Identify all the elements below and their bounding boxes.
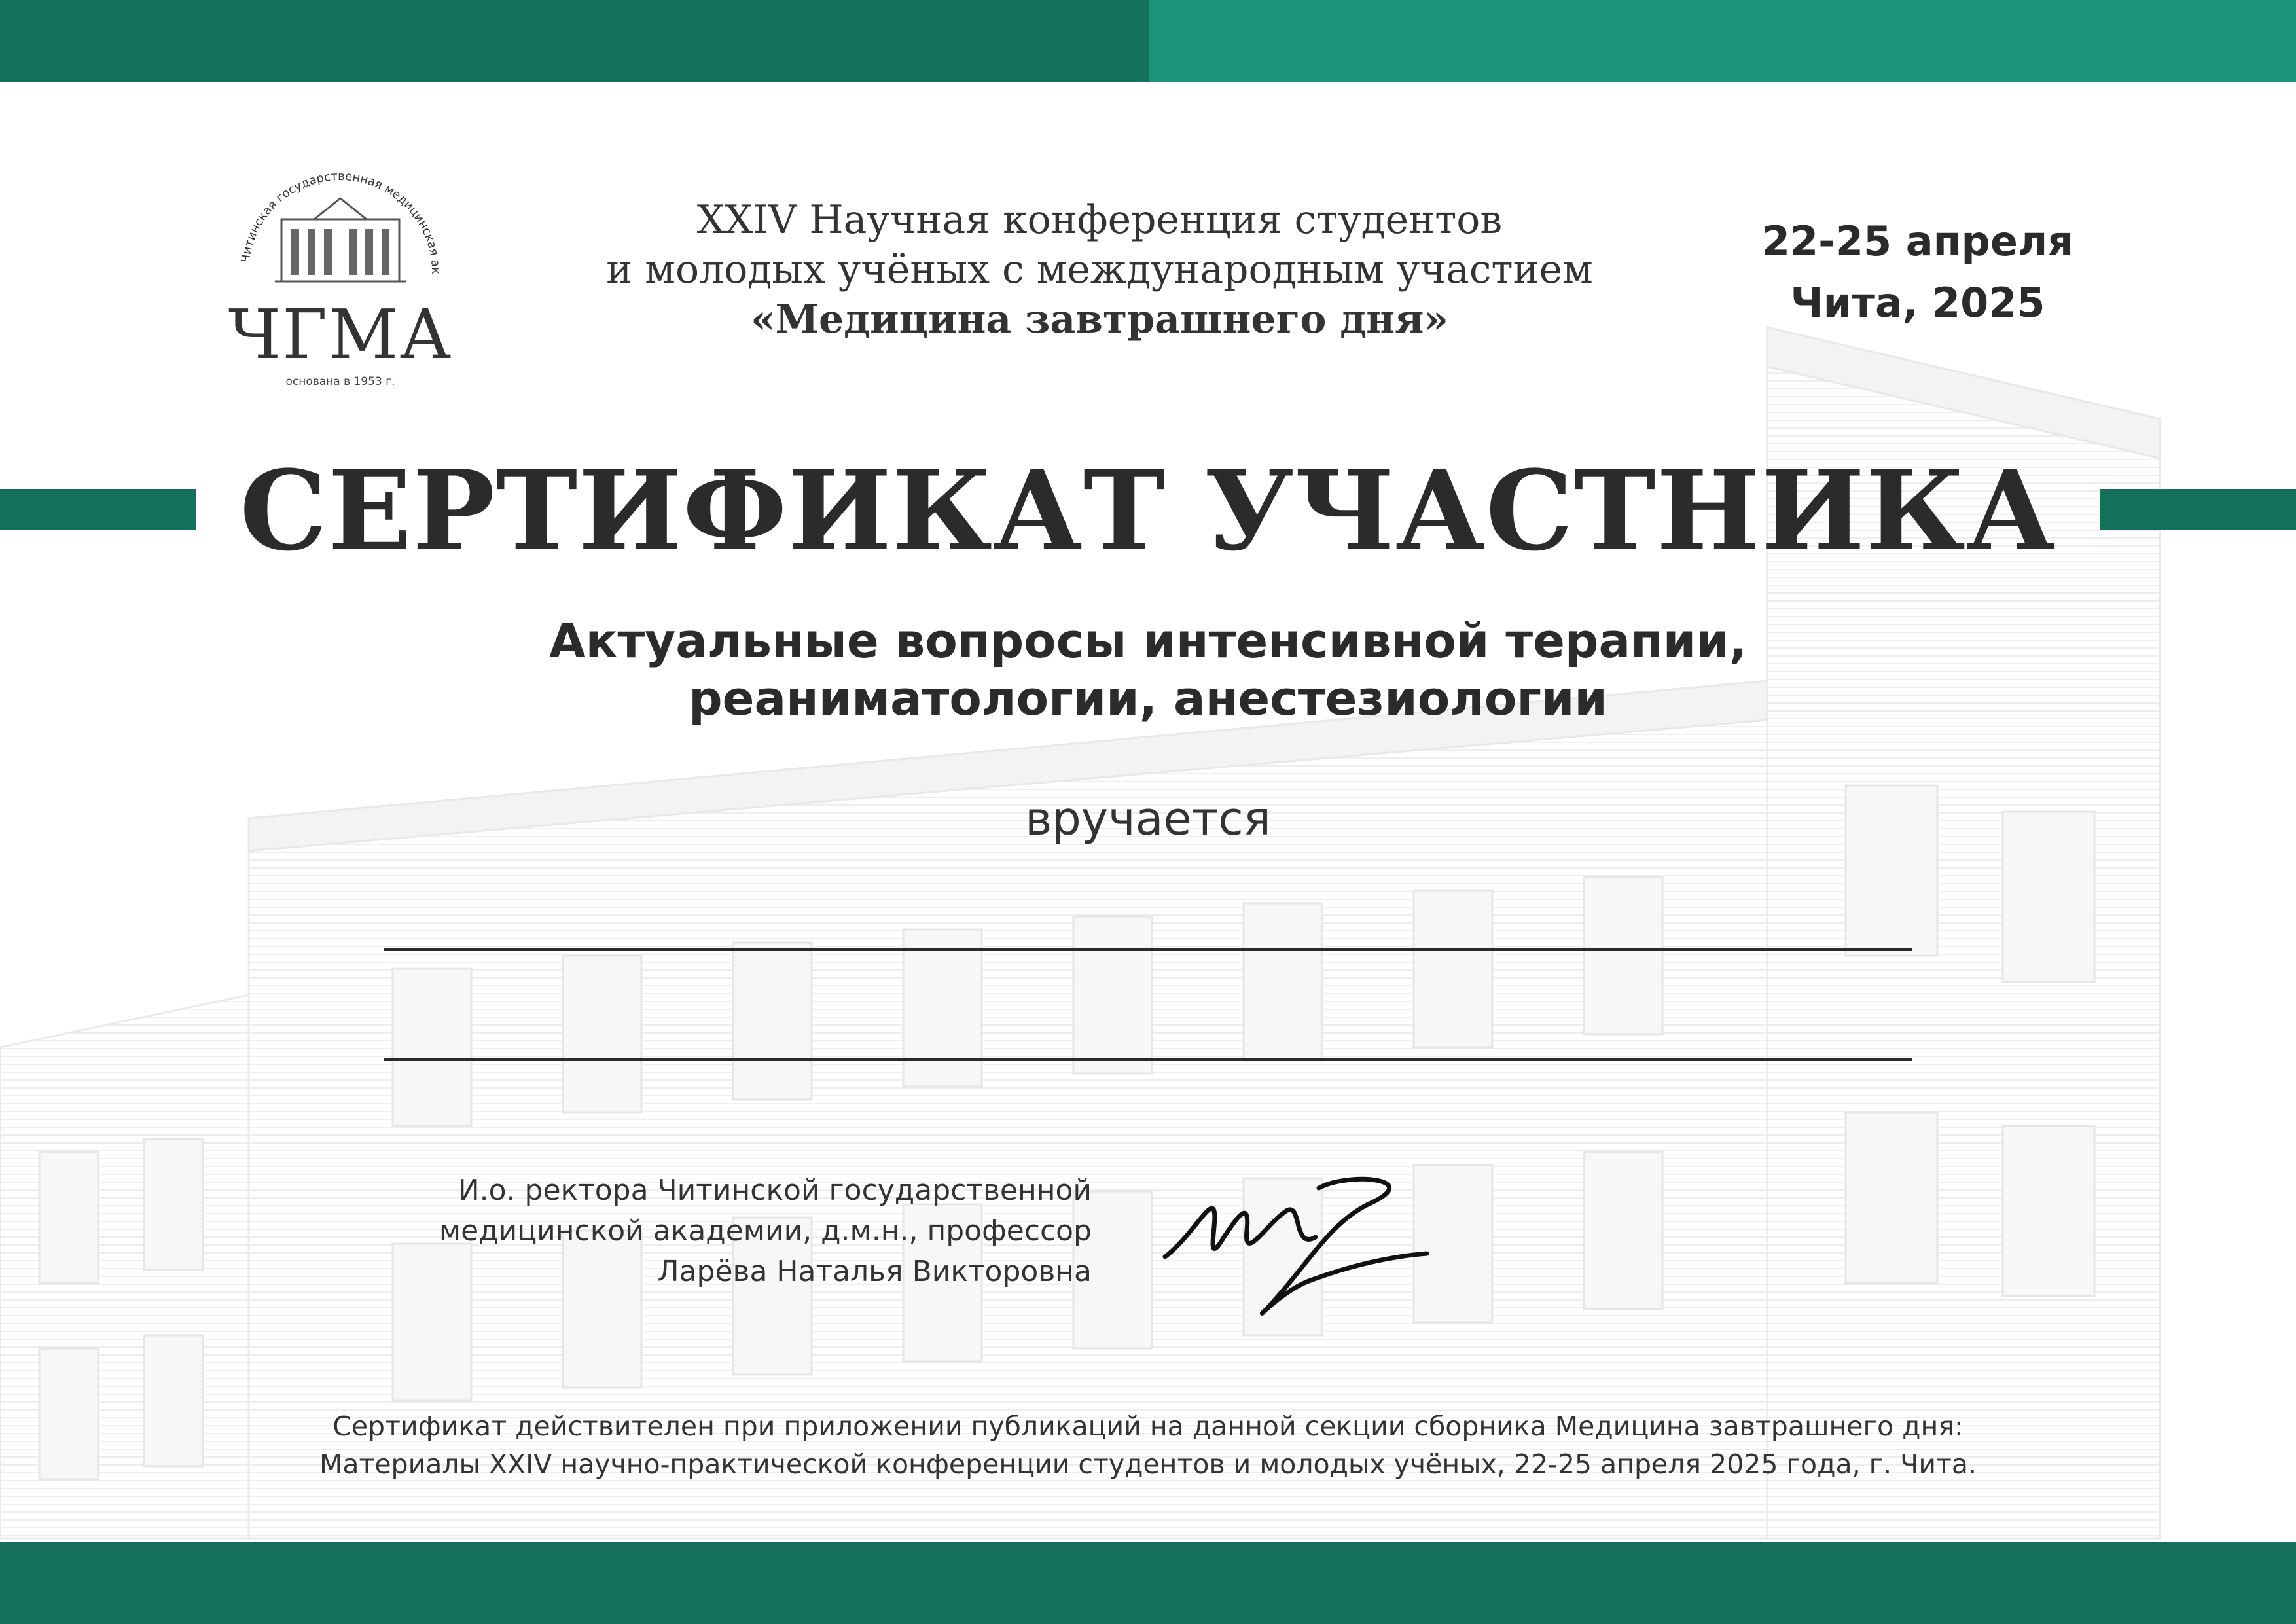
awarded-to-text: вручается: [1025, 792, 1271, 846]
section-line-2: реаниматологии, анестезиологии: [689, 671, 1607, 726]
bottom-band: [0, 1542, 2296, 1624]
academy-logo: [209, 147, 471, 396]
event-date-place: [1721, 211, 2114, 334]
certificate-validity-note: [164, 1407, 2132, 1483]
event-place-year: Чита, 2025: [1790, 279, 2045, 327]
title-accent-bar-right: [2100, 489, 2296, 530]
signer-block: [301, 1170, 1092, 1292]
section-line-1: Актуальные вопросы интенсивной терапии,: [548, 613, 1748, 668]
academy-building-emblem-icon: [209, 147, 471, 304]
logo-founded-text: основана в 1953 г.: [285, 375, 395, 388]
conference-line-2: и молодых учёных с международным участием: [606, 247, 1593, 293]
section-name: [262, 612, 2034, 727]
signer-line-1: И.о. ректора Читинской государственной: [457, 1174, 1092, 1207]
logo-abbreviation: ЧГМА: [228, 295, 453, 374]
title-accent-bar-left: [0, 489, 196, 530]
signer-name: Ларёва Наталья Викторовна: [657, 1255, 1092, 1288]
conference-header: [524, 195, 1676, 344]
validity-note-line-2: Материалы XXIV научно-практической конференции студентов и молодых учёных, 22-25 апреля 2025 года, г. Чита.: [319, 1449, 1977, 1480]
top-band-dark: [0, 0, 1149, 82]
top-band-light: [1149, 0, 2296, 82]
recipient-name-line-2: [384, 1058, 1912, 1061]
conference-line-1: XXIV Научная конференция студентов: [696, 197, 1503, 243]
certificate-title: СЕРТИФИКАТ УЧАСТНИКА: [240, 446, 2056, 575]
recipient-name-line-1: [384, 948, 1912, 951]
handwritten-signature: [1152, 1159, 1453, 1329]
logo-ring-text: Читинская государственная медицинская ак: [238, 169, 443, 275]
signer-line-2: медицинской академии, д.м.н., профессор: [439, 1214, 1092, 1248]
validity-note-line-1: Сертификат действителен при приложении публикаций на данной секции сборника Медицина завтрашнего дня:: [332, 1411, 1964, 1442]
event-dates: 22-25 апреля: [1761, 217, 2074, 265]
conference-name: «Медицина завтрашнего дня»: [751, 297, 1448, 342]
